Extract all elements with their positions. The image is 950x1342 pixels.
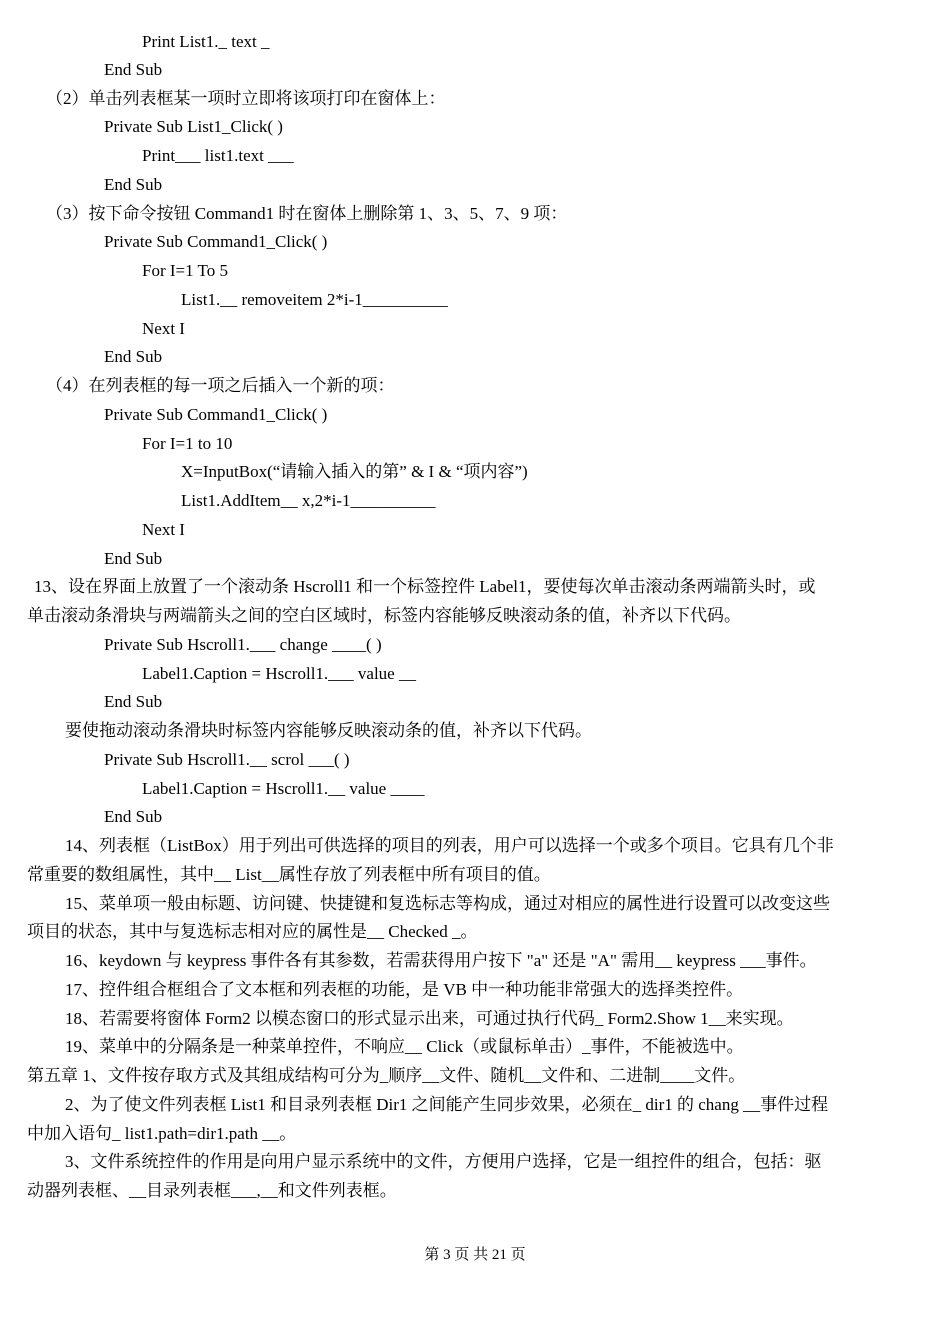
text-line: （4）在列表框的每一项之后插入一个新的项： bbox=[46, 376, 395, 395]
text-line: 13、设在界面上放置了一个滚动条 Hscroll1 和一个标签控件 Label1，要使每次单击滚动条两端箭头时，或 bbox=[34, 577, 816, 596]
text-line: 要使拖动滚动条滑块时标签内容能够反映滚动条的值，补齐以下代码。 bbox=[65, 721, 592, 740]
text-line: 2、为了使文件列表框 List1 和目录列表框 Dir1 之间能产生同步效果，必须在_ dir1 的 chang __事件过程 bbox=[65, 1095, 829, 1114]
text-line: Private Sub Hscroll1.___ change ____( ) bbox=[104, 635, 382, 654]
text-line: End Sub bbox=[104, 549, 163, 568]
text-line: 动器列表框、__目录列表框___,__和文件列表框。 bbox=[27, 1181, 397, 1200]
text-line: 17、控件组合框组合了文本框和列表框的功能，是 VB 中一种功能非常强大的选择类控件。 bbox=[65, 980, 744, 999]
text-line: Next I bbox=[142, 520, 185, 539]
text-line: End Sub bbox=[104, 60, 163, 79]
text-line: 3、文件系统控件的作用是向用户显示系统中的文件，方便用户选择，它是一组控件的组合，包括：驱 bbox=[65, 1152, 822, 1171]
text-line: Print List1._ text _ bbox=[142, 32, 270, 51]
text-line: Private Sub List1_Click( ) bbox=[104, 117, 283, 136]
text-line: End Sub bbox=[104, 807, 163, 826]
text-line: List1.AddItem__ x,2*i-1__________ bbox=[181, 491, 436, 510]
text-line: （3）按下命令按钮 Command1 时在窗体上删除第 1、3、5、7、9 项： bbox=[46, 204, 568, 223]
text-line: For I=1 To 5 bbox=[142, 261, 229, 280]
text-line: 14、列表框（ListBox）用于列出可供选择的项目的列表，用户可以选择一个或多个项目。它具有几个非 bbox=[65, 836, 834, 855]
page-footer: 第 3 页 共 21 页 bbox=[424, 1247, 526, 1263]
text-line: X=InputBox(“请输入插入的第” & I & “项内容”) bbox=[181, 462, 528, 481]
text-line: List1.__ removeitem 2*i-1__________ bbox=[181, 290, 448, 309]
text-line: 18、若需要将窗体 Form2 以模态窗口的形式显示出来，可通过执行代码_ Form2.Show 1__来实现。 bbox=[65, 1009, 794, 1028]
text-line: （2）单击列表框某一项时立即将该项打印在窗体上： bbox=[46, 89, 446, 108]
text-line: 单击滚动条滑块与两端箭头之间的空白区域时，标签内容能够反映滚动条的值，补齐以下代码。 bbox=[27, 606, 741, 625]
text-line: Private Sub Command1_Click( ) bbox=[104, 405, 328, 424]
text-line: Private Sub Command1_Click( ) bbox=[104, 232, 328, 251]
text-line: Next I bbox=[142, 319, 185, 338]
text-line: 16、keydown 与 keypress 事件各有其参数，若需获得用户按下 "a" 还是 "A" 需用__ keypress ___事件。 bbox=[65, 951, 817, 970]
text-line: End Sub bbox=[104, 347, 163, 366]
text-line: End Sub bbox=[104, 175, 163, 194]
text-line: End Sub bbox=[104, 692, 163, 711]
text-line: Print___ list1.text ___ bbox=[142, 146, 294, 165]
text-line: 19、菜单中的分隔条是一种菜单控件，不响应__ Click（或鼠标单击）_事件，不能被选中。 bbox=[65, 1037, 744, 1056]
text-line: Label1.Caption = Hscroll1.__ value ____ bbox=[142, 779, 425, 798]
text-line: 项目的状态，其中与复选标志相对应的属性是__ Checked _。 bbox=[27, 922, 478, 941]
text-line: 15、菜单项一般由标题、访问键、快捷键和复选标志等构成，通过对相应的属性进行设置可以改变这些 bbox=[65, 894, 830, 913]
text-line: Private Sub Hscroll1.__ scrol ___( ) bbox=[104, 750, 350, 769]
text-line: For I=1 to 10 bbox=[142, 434, 233, 453]
text-line: 第五章 1、文件按存取方式及其组成结构可分为_顺序__文件、随机__文件和、二进制____文件。 bbox=[27, 1066, 746, 1085]
text-line: Label1.Caption = Hscroll1.___ value __ bbox=[142, 664, 416, 683]
text-line: 常重要的数组属性，其中__ List__属性存放了列表框中所有项目的值。 bbox=[27, 865, 551, 884]
text-line: 中加入语句_ list1.path=dir1.path __。 bbox=[27, 1124, 297, 1143]
